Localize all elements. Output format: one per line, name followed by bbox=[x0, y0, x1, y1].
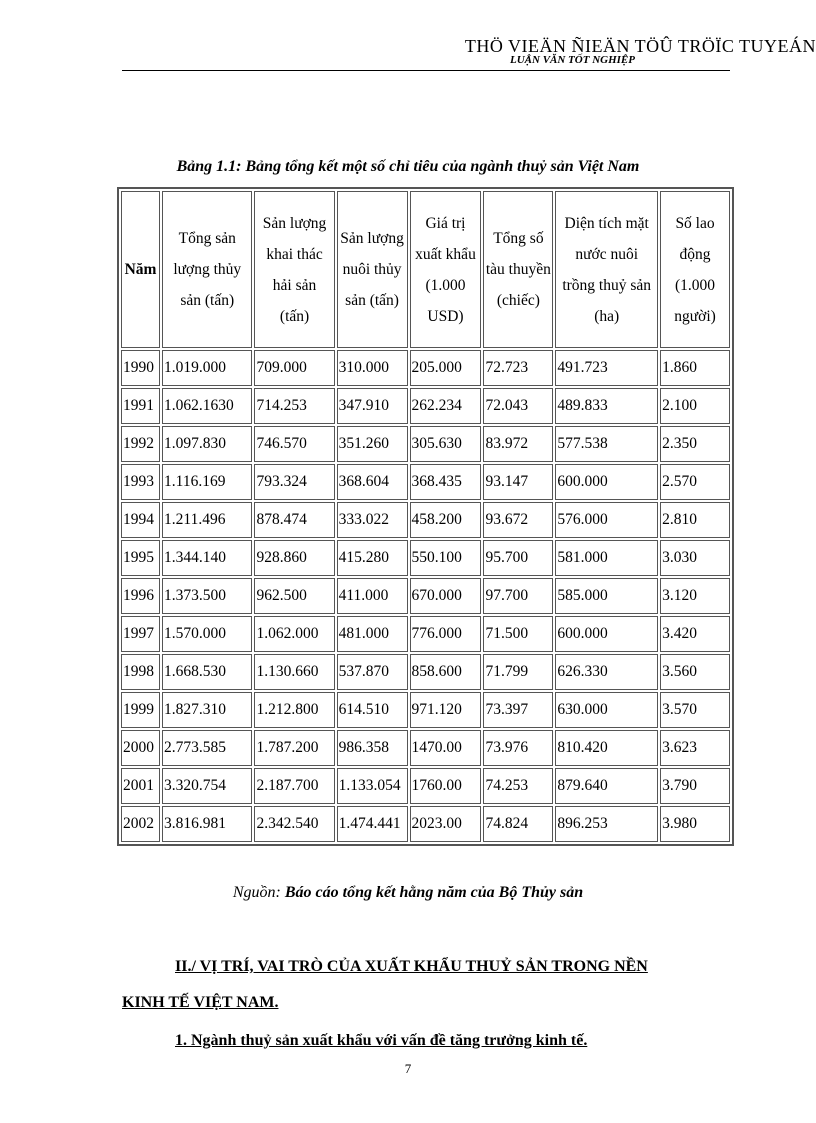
cell-labour: 3.560 bbox=[660, 654, 730, 690]
cell-aquaculture-area: 577.538 bbox=[555, 426, 658, 462]
cell-export-value: 205.000 bbox=[410, 350, 482, 386]
cell-aquaculture-output: 481.000 bbox=[337, 616, 408, 652]
cell-aquaculture-output: 1.133.054 bbox=[337, 768, 408, 804]
cell-vessel-count: 83.972 bbox=[483, 426, 553, 462]
table-header bbox=[121, 191, 730, 348]
cell-vessel-count: 93.672 bbox=[483, 502, 553, 538]
cell-vessel-count: 71.799 bbox=[483, 654, 553, 690]
source-text: Báo cáo tổng kết hằng năm của Bộ Thủy sản bbox=[284, 884, 584, 901]
table-row bbox=[121, 426, 730, 462]
cell-vessel-count: 95.700 bbox=[483, 540, 553, 576]
cell-total-output: 1.827.310 bbox=[162, 692, 252, 728]
cell-catch-output: 2.342.540 bbox=[254, 806, 334, 842]
cell-aquaculture-output: 1.474.441 bbox=[337, 806, 408, 842]
cell-aquaculture-area: 896.253 bbox=[555, 806, 658, 842]
cell-year: 1991 bbox=[121, 388, 160, 424]
subsection-heading: 1. Ngành thuỷ sản xuất khẩu với vấn đề tăng trưởng kinh tế. bbox=[175, 1032, 588, 1049]
table-row bbox=[121, 654, 730, 690]
cell-aquaculture-output: 411.000 bbox=[337, 578, 408, 614]
cell-catch-output: 709.000 bbox=[254, 350, 334, 386]
cell-catch-output: 793.324 bbox=[254, 464, 334, 500]
header-title: THÖ VIEÄN ÑIEÄN TÖÛ TRÖÏC TUYEÁN bbox=[464, 36, 816, 56]
cell-catch-output: 714.253 bbox=[254, 388, 334, 424]
cell-labour: 3.570 bbox=[660, 692, 730, 728]
cell-catch-output: 2.187.700 bbox=[254, 768, 334, 804]
cell-year: 1997 bbox=[121, 616, 160, 652]
cell-export-value: 550.100 bbox=[410, 540, 482, 576]
cell-aquaculture-output: 310.000 bbox=[337, 350, 408, 386]
header-catch-output: Sản lượng khai thác hải sản (tấn) bbox=[254, 191, 334, 348]
cell-total-output: 3.816.981 bbox=[162, 806, 252, 842]
cell-labour: 3.120 bbox=[660, 578, 730, 614]
cell-aquaculture-output: 537.870 bbox=[337, 654, 408, 690]
cell-year: 1992 bbox=[121, 426, 160, 462]
table-row bbox=[121, 578, 730, 614]
cell-total-output: 1.062.1630 bbox=[162, 388, 252, 424]
cell-aquaculture-area: 489.833 bbox=[555, 388, 658, 424]
cell-aquaculture-area: 576.000 bbox=[555, 502, 658, 538]
cell-labour: 3.980 bbox=[660, 806, 730, 842]
table-caption: Bảng 1.1: Bảng tổng kết một số chỉ tiêu của ngành thuỷ sản Việt Nam bbox=[176, 158, 640, 175]
cell-export-value: 458.200 bbox=[410, 502, 482, 538]
header-labour: Số lao động (1.000 người) bbox=[660, 191, 730, 348]
table-row bbox=[121, 464, 730, 500]
cell-total-output: 1.097.830 bbox=[162, 426, 252, 462]
cell-export-value: 776.000 bbox=[410, 616, 482, 652]
table-row bbox=[121, 616, 730, 652]
cell-labour: 3.623 bbox=[660, 730, 730, 766]
cell-vessel-count: 97.700 bbox=[483, 578, 553, 614]
header-row bbox=[121, 191, 730, 348]
section-heading-line1: II./ VỊ TRÍ, VAI TRÒ CỦA XUẤT KHẨU THUỶ SẢN TRONG NỀN bbox=[175, 958, 648, 975]
cell-catch-output: 1.212.800 bbox=[254, 692, 334, 728]
cell-aquaculture-area: 585.000 bbox=[555, 578, 658, 614]
cell-year: 2000 bbox=[121, 730, 160, 766]
table-row bbox=[121, 768, 730, 804]
header-vessel-count: Tổng số tàu thuyền (chiếc) bbox=[483, 191, 553, 348]
cell-aquaculture-output: 351.260 bbox=[337, 426, 408, 462]
header-total-output: Tổng sản lượng thủy sản (tấn) bbox=[162, 191, 252, 348]
cell-export-value: 971.120 bbox=[410, 692, 482, 728]
cell-total-output: 1.668.530 bbox=[162, 654, 252, 690]
table-body bbox=[121, 350, 730, 842]
cell-vessel-count: 74.824 bbox=[483, 806, 553, 842]
cell-aquaculture-output: 333.022 bbox=[337, 502, 408, 538]
cell-catch-output: 1.787.200 bbox=[254, 730, 334, 766]
cell-total-output: 2.773.585 bbox=[162, 730, 252, 766]
cell-catch-output: 1.130.660 bbox=[254, 654, 334, 690]
header-rule bbox=[122, 70, 730, 71]
cell-year: 1998 bbox=[121, 654, 160, 690]
cell-aquaculture-area: 879.640 bbox=[555, 768, 658, 804]
cell-vessel-count: 73.976 bbox=[483, 730, 553, 766]
header-aquaculture-output: Sản lượng nuôi thủy sản (tấn) bbox=[337, 191, 408, 348]
statistics-table bbox=[117, 187, 734, 846]
cell-vessel-count: 72.723 bbox=[483, 350, 553, 386]
cell-aquaculture-area: 600.000 bbox=[555, 616, 658, 652]
cell-labour: 2.810 bbox=[660, 502, 730, 538]
cell-export-value: 262.234 bbox=[410, 388, 482, 424]
table-row bbox=[121, 730, 730, 766]
cell-export-value: 1470.00 bbox=[410, 730, 482, 766]
cell-aquaculture-output: 368.604 bbox=[337, 464, 408, 500]
cell-year: 1995 bbox=[121, 540, 160, 576]
header-aquaculture-area: Diện tích mặt nước nuôi trồng thuỷ sản (ha) bbox=[555, 191, 658, 348]
header-export-value: Giá trị xuất khẩu (1.000 USD) bbox=[410, 191, 482, 348]
cell-labour: 2.570 bbox=[660, 464, 730, 500]
table-row bbox=[121, 502, 730, 538]
table-row bbox=[121, 806, 730, 842]
table-row bbox=[121, 350, 730, 386]
cell-vessel-count: 72.043 bbox=[483, 388, 553, 424]
cell-labour: 3.790 bbox=[660, 768, 730, 804]
table-row bbox=[121, 540, 730, 576]
cell-vessel-count: 73.397 bbox=[483, 692, 553, 728]
cell-vessel-count: 93.147 bbox=[483, 464, 553, 500]
cell-year: 2002 bbox=[121, 806, 160, 842]
cell-aquaculture-area: 626.330 bbox=[555, 654, 658, 690]
header-year: Năm bbox=[121, 191, 160, 348]
cell-aquaculture-area: 630.000 bbox=[555, 692, 658, 728]
cell-total-output: 1.116.169 bbox=[162, 464, 252, 500]
cell-total-output: 1.211.496 bbox=[162, 502, 252, 538]
cell-labour: 2.100 bbox=[660, 388, 730, 424]
cell-year: 1993 bbox=[121, 464, 160, 500]
cell-year: 2001 bbox=[121, 768, 160, 804]
cell-aquaculture-area: 810.420 bbox=[555, 730, 658, 766]
cell-export-value: 368.435 bbox=[410, 464, 482, 500]
cell-labour: 3.420 bbox=[660, 616, 730, 652]
cell-total-output: 3.320.754 bbox=[162, 768, 252, 804]
cell-catch-output: 1.062.000 bbox=[254, 616, 334, 652]
cell-catch-output: 878.474 bbox=[254, 502, 334, 538]
cell-export-value: 305.630 bbox=[410, 426, 482, 462]
cell-aquaculture-output: 415.280 bbox=[337, 540, 408, 576]
cell-catch-output: 962.500 bbox=[254, 578, 334, 614]
cell-year: 1996 bbox=[121, 578, 160, 614]
table-row bbox=[121, 388, 730, 424]
cell-catch-output: 928.860 bbox=[254, 540, 334, 576]
cell-export-value: 670.000 bbox=[410, 578, 482, 614]
cell-total-output: 1.373.500 bbox=[162, 578, 252, 614]
header-subtitle: LUẬN VĂN TỐT NGHIỆP bbox=[510, 54, 635, 66]
cell-total-output: 1.019.000 bbox=[162, 350, 252, 386]
cell-vessel-count: 71.500 bbox=[483, 616, 553, 652]
cell-export-value: 1760.00 bbox=[410, 768, 482, 804]
page-number: 7 bbox=[404, 1061, 412, 1076]
cell-export-value: 858.600 bbox=[410, 654, 482, 690]
table-row bbox=[121, 692, 730, 728]
cell-labour: 3.030 bbox=[660, 540, 730, 576]
cell-aquaculture-output: 347.910 bbox=[337, 388, 408, 424]
cell-aquaculture-area: 491.723 bbox=[555, 350, 658, 386]
cell-export-value: 2023.00 bbox=[410, 806, 482, 842]
source-label: Nguồn: bbox=[232, 884, 281, 901]
cell-labour: 2.350 bbox=[660, 426, 730, 462]
section-heading-line2: KINH TẾ VIỆT NAM. bbox=[122, 994, 279, 1011]
cell-aquaculture-area: 581.000 bbox=[555, 540, 658, 576]
cell-catch-output: 746.570 bbox=[254, 426, 334, 462]
cell-year: 1999 bbox=[121, 692, 160, 728]
cell-total-output: 1.344.140 bbox=[162, 540, 252, 576]
cell-vessel-count: 74.253 bbox=[483, 768, 553, 804]
cell-labour: 1.860 bbox=[660, 350, 730, 386]
cell-aquaculture-output: 614.510 bbox=[337, 692, 408, 728]
table-source bbox=[0, 884, 816, 902]
cell-aquaculture-area: 600.000 bbox=[555, 464, 658, 500]
cell-aquaculture-output: 986.358 bbox=[337, 730, 408, 766]
cell-year: 1990 bbox=[121, 350, 160, 386]
cell-total-output: 1.570.000 bbox=[162, 616, 252, 652]
cell-year: 1994 bbox=[121, 502, 160, 538]
